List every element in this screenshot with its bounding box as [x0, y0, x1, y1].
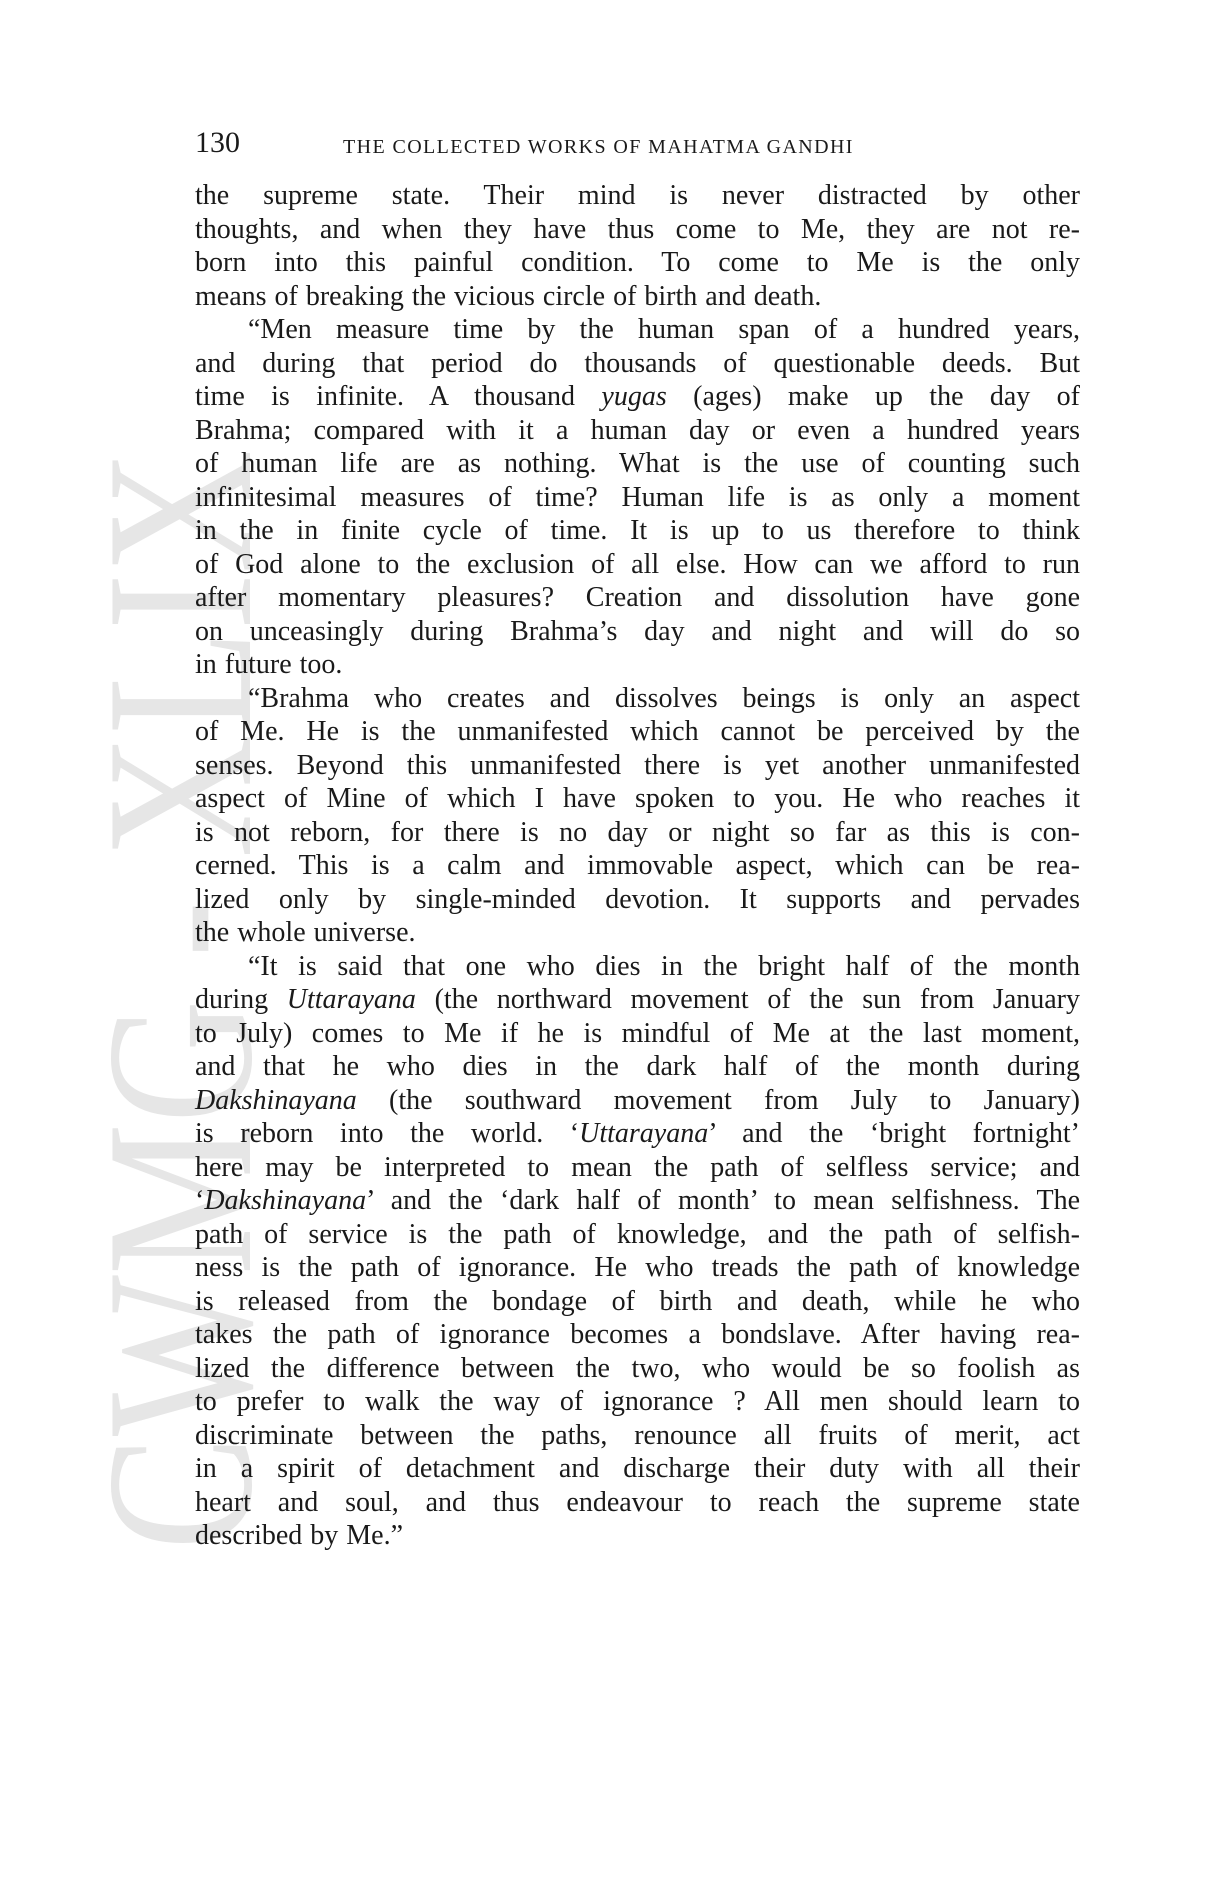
text-line: “Men measure time by the human span of a hundred years,	[248, 314, 1080, 345]
running-head: THE COLLECTED WORKS OF MAHATMA GANDHI	[343, 136, 854, 158]
text-line: cerned. This is a calm and immovable aspect, which can be rea-	[195, 850, 1080, 881]
text-line: the whole universe.	[195, 917, 416, 948]
text-segment: (ages) make up the day of	[666, 381, 1080, 412]
text-line: “It is said that one who dies in the bright half of the month	[248, 950, 1080, 982]
page-header	[195, 126, 1083, 166]
text-line: in a spirit of detachment and discharge their duty with all their	[195, 1453, 1080, 1484]
text-line: here may be interpreted to mean the path of selfless service; and	[195, 1151, 1080, 1183]
text-segment: is reborn into the world. ‘	[195, 1118, 580, 1149]
text-line: to prefer to walk the way of ignorance ? All men should learn to	[195, 1386, 1080, 1417]
italic-term: yugas	[601, 381, 667, 412]
text-segment: (the southward movement from July to January)	[356, 1084, 1080, 1116]
text-line	[195, 1084, 1080, 1118]
text-line	[195, 1184, 1080, 1218]
text-line: after momentary pleasures? Creation and dissolution have gone	[195, 582, 1080, 613]
text-line: senses. Beyond this unmanifested there is yet another unmanifested	[195, 749, 1080, 781]
text-line: means of breaking the vicious circle of birth and death.	[195, 280, 822, 312]
text-line: of human life are as nothing. What is the use of counting such	[195, 448, 1080, 479]
text-line: described by Me.”	[195, 1520, 404, 1551]
italic-term: Uttarayana	[579, 1118, 709, 1149]
text-line: to July) comes to Me if he is mindful of Me at the last moment,	[195, 1017, 1080, 1049]
text-segment: ’ and the ‘bright fortnight’	[708, 1118, 1080, 1149]
text-line: and during that period do thousands of questionable deeds. But	[195, 347, 1080, 379]
text-line: on unceasingly during Brahma’s day and night and will do so	[195, 615, 1080, 647]
italic-term: Dakshinayana	[204, 1185, 367, 1216]
text-line: ness is the path of ignorance. He who treads the path of knowledge	[195, 1252, 1080, 1283]
text-line	[195, 983, 1080, 1017]
body-text	[195, 179, 1080, 1553]
text-line: heart and soul, and thus endeavour to reach the supreme state	[195, 1486, 1080, 1518]
text-segment: time is infinite. A thousand	[195, 381, 602, 412]
text-line: in future too.	[195, 649, 343, 680]
text-line	[195, 1117, 1080, 1151]
text-line: in the in finite cycle of time. It is up to us therefore to think	[195, 515, 1080, 546]
watermark-text: CWMG XL	[80, 440, 280, 1550]
text-line: path of service is the path of knowledge, and the path of selfish-	[195, 1218, 1080, 1250]
text-line: aspect of Mine of which I have spoken to you. He who reaches it	[195, 783, 1080, 814]
text-line: and that he who dies in the dark half of the month during	[195, 1051, 1080, 1082]
text-segment: ’ and the ‘dark half of month’ to mean selfishness. The	[366, 1185, 1080, 1216]
text-line: takes the path of ignorance becomes a bondslave. After having rea-	[195, 1319, 1080, 1350]
text-line: born into this painful condition. To come to Me is the only	[195, 247, 1080, 278]
text-line: lized the difference between the two, who would be so foolish as	[195, 1352, 1080, 1384]
text-line: “Brahma who creates and dissolves beings is only an aspect	[248, 682, 1080, 714]
text-line: Brahma; compared with it a human day or even a hundred years	[195, 414, 1080, 446]
text-line: infinitesimal measures of time? Human life is as only a moment	[195, 481, 1080, 513]
text-segment: ‘	[195, 1185, 205, 1216]
text-line: discriminate between the paths, renounce all fruits of merit, act	[195, 1419, 1080, 1451]
text-line: is not reborn, for there is no day or night so far as this is con-	[195, 816, 1080, 848]
italic-term: Dakshinayana	[195, 1084, 357, 1116]
text-line: the supreme state. Their mind is never distracted by other	[195, 180, 1080, 211]
text-segment: during	[195, 984, 287, 1015]
text-line: thoughts, and when they have thus come to Me, they are not re-	[195, 213, 1080, 245]
text-line: of Me. He is the unmanifested which cannot be perceived by the	[195, 716, 1080, 747]
text-line: lized only by single-minded devotion. It supports and pervades	[195, 883, 1080, 915]
italic-term: Uttarayana	[286, 984, 416, 1015]
text-line: of God alone to the exclusion of all else. How can we afford to run	[195, 548, 1080, 580]
text-line	[195, 380, 1080, 414]
text-segment: (the northward movement of the sun from January	[415, 984, 1080, 1015]
text-line: is released from the bondage of birth and death, while he who	[195, 1285, 1080, 1317]
page-number: 130	[195, 126, 240, 159]
